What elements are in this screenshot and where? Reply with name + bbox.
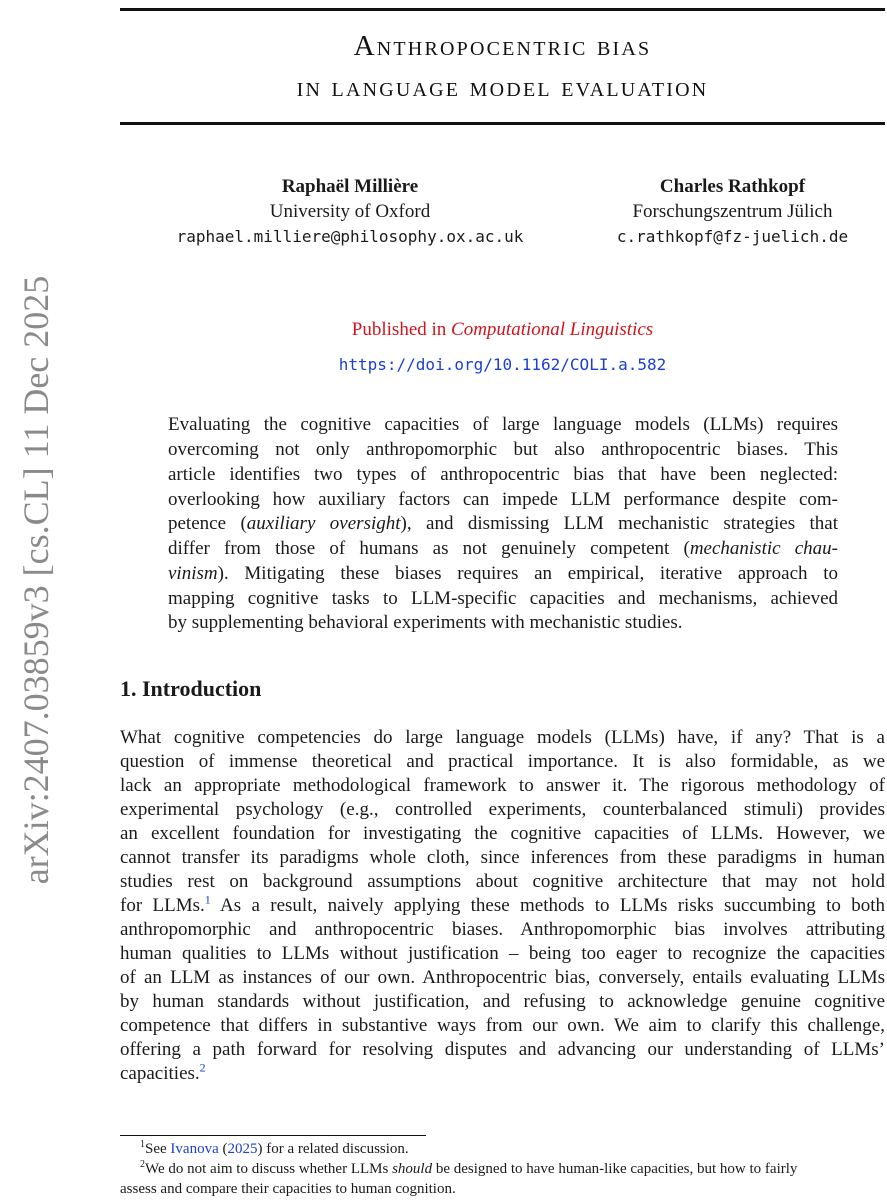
footnote-2: [140, 1161, 797, 1178]
body-line: competence that differs in substantive ways from our own. We aim to clarify this challenge,: [120, 1015, 885, 1036]
abstract-line: [168, 513, 838, 535]
author-block-2: [580, 174, 885, 249]
abstract-line: overcoming not only anthropomorphic but also anthropocentric biases. This: [168, 439, 838, 460]
abstract-line: [168, 538, 838, 560]
body-line: [120, 892, 885, 917]
paper-title-line-2: in language model evaluation: [296, 71, 709, 103]
publication-venue: Computational Linguistics: [451, 319, 654, 340]
publication-prefix: Published in: [351, 319, 447, 340]
body-text: for LLMs.: [120, 895, 205, 916]
abstract-text: ), and dismissing LLM mechanistic strategies that: [400, 513, 839, 534]
body-line: studies rest on background assumptions about cognitive architecture that may not hold: [120, 871, 885, 892]
abstract-text: petence (: [168, 513, 247, 534]
author-name: Raphaël Millière: [281, 176, 419, 197]
body-line: question of immense theoretical and practical importance. It is also formidable, as we: [120, 751, 885, 772]
footnote-2-continued: assess and compare their capacities to human cognition.: [120, 1181, 456, 1197]
body-line: experimental psychology (e.g., controlled experiments, counterbalanced stimuli) provides: [120, 799, 885, 820]
abstract-emphasis: auxiliary oversight: [246, 513, 401, 534]
body-line: offering a path forward for resolving disputes and advancing our understanding of LLMs’: [120, 1039, 885, 1060]
abstract-line: mapping cognitive tasks to LLM-specific capacities and mechanisms, achieved: [168, 588, 838, 609]
body-text: capacities.: [120, 1063, 200, 1084]
author-email[interactable]: c.rathkopf@fz-juelich.de: [616, 227, 849, 246]
footnote-text: (: [218, 1141, 228, 1157]
abstract-line: by supplementing behavioral experiments with mechanistic studies.: [168, 612, 683, 633]
body-line: What cognitive competencies do large language models (LLMs) have, if any? That is a: [120, 727, 885, 748]
abstract-text: differ from those of humans as not genuinely competent (: [168, 538, 690, 559]
footnote-ref-2[interactable]: 2: [199, 1060, 206, 1075]
footnote-ref-1[interactable]: 1: [204, 892, 211, 907]
author-email[interactable]: raphael.milliere@philosophy.ox.ac.uk: [176, 227, 524, 246]
top-title-rule: [120, 8, 885, 11]
footnote-mark: 1: [140, 1139, 145, 1150]
body-line: anthropomorphic and anthropocentric biases. Anthropomorphic bias involves attributing: [120, 919, 885, 940]
author-block-1: [130, 174, 570, 249]
footnote-1: [140, 1141, 409, 1158]
author-affiliation: University of Oxford: [269, 201, 431, 222]
citation-link-author[interactable]: Ivanova: [170, 1141, 219, 1157]
body-line: by human standards without justification, and refusing to acknowledge genuine cognitive: [120, 991, 885, 1012]
doi-link[interactable]: https://doi.org/10.1162/COLI.a.582: [338, 355, 667, 374]
footnote-mark: 2: [140, 1159, 145, 1170]
body-line: lack an appropriate methodological framework to answer it. The rigorous methodology of: [120, 775, 885, 796]
body-line: an excellent foundation for investigating the cognitive capacities of LLMs. However, we: [120, 823, 885, 844]
footnote-separator: [120, 1135, 426, 1136]
footnote-text: ) for a related discussion.: [257, 1141, 409, 1157]
footnote-text: be designed to have human-like capacities, but how to fairly: [432, 1161, 798, 1177]
body-line: cannot transfer its paradigms whole cloth, since inferences from these paradigms in human: [120, 847, 885, 868]
body-line: human qualities to LLMs without justification – being too eager to recognize the capacities: [120, 943, 885, 964]
footnote-text: See: [145, 1141, 171, 1157]
author-name: Charles Rathkopf: [659, 176, 806, 197]
abstract-line: Evaluating the cognitive capacities of large language models (LLMs) requires: [168, 414, 838, 435]
author-affiliation: Forschungszentrum Jülich: [632, 201, 833, 222]
abstract-emphasis: vinism: [168, 563, 218, 584]
abstract-line: overlooking how auxiliary factors can impede LLM performance despite com-: [168, 489, 838, 510]
section-number: 1.: [120, 676, 137, 701]
footnote-text: We do not aim to discuss whether LLMs: [145, 1161, 393, 1177]
body-line: of an LLM as instances of our own. Anthropocentric bias, conversely, entails evaluating LLMs: [120, 967, 885, 988]
abstract-line: article identifies two types of anthropocentric bias that have been neglected:: [168, 464, 838, 485]
footnote-emphasis: should: [392, 1161, 433, 1177]
body-line: [120, 1060, 885, 1085]
abstract-line: [168, 563, 838, 585]
section-heading-introduction: [120, 676, 261, 702]
publication-notice: [120, 319, 885, 341]
citation-link-year[interactable]: 2025: [227, 1141, 258, 1157]
abstract-text: ). Mitigating these biases requires an empirical, iterative approach to: [217, 563, 838, 584]
body-text: As a result, naively applying these methods to LLMs risks succumbing to both: [210, 895, 885, 916]
bottom-title-rule: [120, 122, 885, 125]
section-title: Introduction: [142, 676, 262, 701]
paper-title-line-1: Anthropocentric bias: [353, 30, 652, 62]
abstract-emphasis: mechanistic chau-: [689, 538, 838, 559]
arxiv-identifier-stamp: arXiv:2407.03859v3 [cs.CL] 11 Dec 2025: [16, 275, 56, 885]
